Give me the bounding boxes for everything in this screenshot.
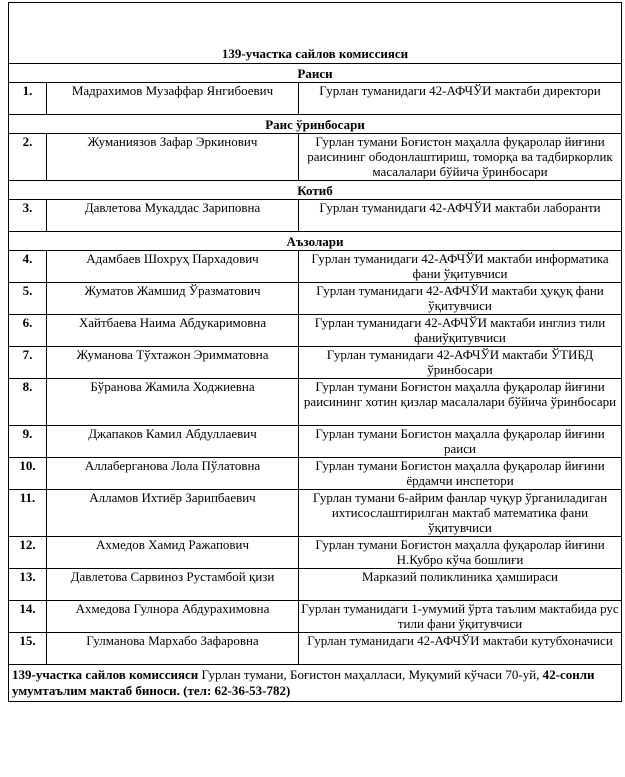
member-position: Гурлан тумани Боғистон маҳалла фуқаролар йиғини раиси	[299, 426, 622, 458]
table-title: 139-участка сайлов комиссияси	[9, 3, 622, 64]
commission-table	[8, 2, 622, 702]
member-position: Гурлан туманидаги 42-АФЧЎИ мактаби информатика фани ўқитувчиси	[299, 251, 622, 283]
section-members: Аъзолари	[9, 232, 622, 251]
row-number: 2.	[9, 134, 47, 181]
member-name: Давлетова Мукаддас Зариповна	[47, 200, 299, 232]
row-number: 5.	[9, 283, 47, 315]
member-name: Аллаберганова Лола Пўлатовна	[47, 458, 299, 490]
member-name: Адамбаев Шохруҳ Пархадович	[47, 251, 299, 283]
table-row	[9, 537, 622, 569]
member-position: Гурлан туманидаги 42-АФЧЎИ мактаби кутубхоначиси	[299, 633, 622, 665]
table-row	[9, 83, 622, 115]
footer-address: Гурлан тумани, Боғистон маҳалласи, Муқумий кўчаси 70-уй,	[198, 667, 543, 682]
member-name: Ахмедов Хамид Ражапович	[47, 537, 299, 569]
member-name: Хайтбаева Наима Абдукаримовна	[47, 315, 299, 347]
member-position: Гурлан туманидаги 42-АФЧЎИ мактаби ЎТИБД ўринбосари	[299, 347, 622, 379]
table-row	[9, 633, 622, 665]
member-position: Гурлан тумани Боғистон маҳалла фуқаролар йиғини раисининг хотин қизлар масалалари бўйича ўринбосари	[299, 379, 622, 426]
row-number: 6.	[9, 315, 47, 347]
member-position: Гурлан туманидаги 1-умумий ўрта таълим мактабида рус тили фани ўқитувчиси	[299, 601, 622, 633]
table-row	[9, 251, 622, 283]
table-row	[9, 458, 622, 490]
row-number: 14.	[9, 601, 47, 633]
table-row	[9, 315, 622, 347]
section-deputy: Раис ўринбосари	[9, 115, 622, 134]
table-row	[9, 379, 622, 426]
row-number: 7.	[9, 347, 47, 379]
member-name: Гулманова Мархабо Зафаровна	[47, 633, 299, 665]
member-position: Гурлан тумани Боғистон маҳалла фуқаролар йиғини ёрдамчи инспетори	[299, 458, 622, 490]
member-position: Гурлан тумани Боғистон маҳалла фуқаролар йиғини раисининг ободонлаштириш, томорқа ва тадбиркорлик масалалари бўйича ўринбосари	[299, 134, 622, 181]
member-name: Жуманиязов Зафар Эркинович	[47, 134, 299, 181]
section-chair: Раиси	[9, 64, 622, 83]
table-row	[9, 426, 622, 458]
table-row	[9, 283, 622, 315]
member-position: Гурлан туманидаги 42-АФЧЎИ мактаби инглиз тили фаниўқитувчиси	[299, 315, 622, 347]
table-row	[9, 490, 622, 537]
member-position: Гурлан тумани Боғистон маҳалла фуқаролар йиғини Н.Кубро кўча бошлиғи	[299, 537, 622, 569]
row-number: 1.	[9, 83, 47, 115]
member-name: Джапаков Камил Абдуллаевич	[47, 426, 299, 458]
row-number: 10.	[9, 458, 47, 490]
member-name: Бўранова Жамила Ходжиевна	[47, 379, 299, 426]
row-number: 15.	[9, 633, 47, 665]
row-number: 12.	[9, 537, 47, 569]
member-name: Жуматов Жамшид Ўразматович	[47, 283, 299, 315]
member-position: Гурлан тумани 6-айрим фанлар чуқур ўрганиладиган ихтисослаштирилган мактаб математика фани ўқитувчиси	[299, 490, 622, 537]
member-name: Давлетова Сарвиноз Рустамбой қизи	[47, 569, 299, 601]
section-secretary: Котиб	[9, 181, 622, 200]
member-name: Жуманова Тўхтажон Эримматовна	[47, 347, 299, 379]
member-name: Ахмедова Гулнора Абдурахимовна	[47, 601, 299, 633]
member-position: Гурлан туманидаги 42-АФЧЎИ мактаби ҳуқуқ фани ўқитувчиси	[299, 283, 622, 315]
member-name: Алламов Ихтиёр Зарипбаевич	[47, 490, 299, 537]
member-position: Гурлан туманидаги 42-АФЧЎИ мактаби директори	[299, 83, 622, 115]
table-row	[9, 601, 622, 633]
table-row	[9, 347, 622, 379]
row-number: 3.	[9, 200, 47, 232]
row-number: 4.	[9, 251, 47, 283]
footer-building: 42-сонли умумтаълим мактаб биноси. (тел: 62-36-53-782)	[12, 667, 595, 698]
footer-commission-name: 139-участка сайлов комиссияси	[12, 667, 199, 682]
row-number: 13.	[9, 569, 47, 601]
table-row	[9, 200, 622, 232]
table-row	[9, 134, 622, 181]
row-number: 9.	[9, 426, 47, 458]
member-position: Гурлан туманидаги 42-АФЧЎИ мактаби лаборанти	[299, 200, 622, 232]
commission-address	[9, 665, 622, 702]
table-row	[9, 569, 622, 601]
member-position: Марказий поликлиника ҳамшираси	[299, 569, 622, 601]
member-name: Мадрахимов Музаффар Янгибоевич	[47, 83, 299, 115]
row-number: 8.	[9, 379, 47, 426]
row-number: 11.	[9, 490, 47, 537]
